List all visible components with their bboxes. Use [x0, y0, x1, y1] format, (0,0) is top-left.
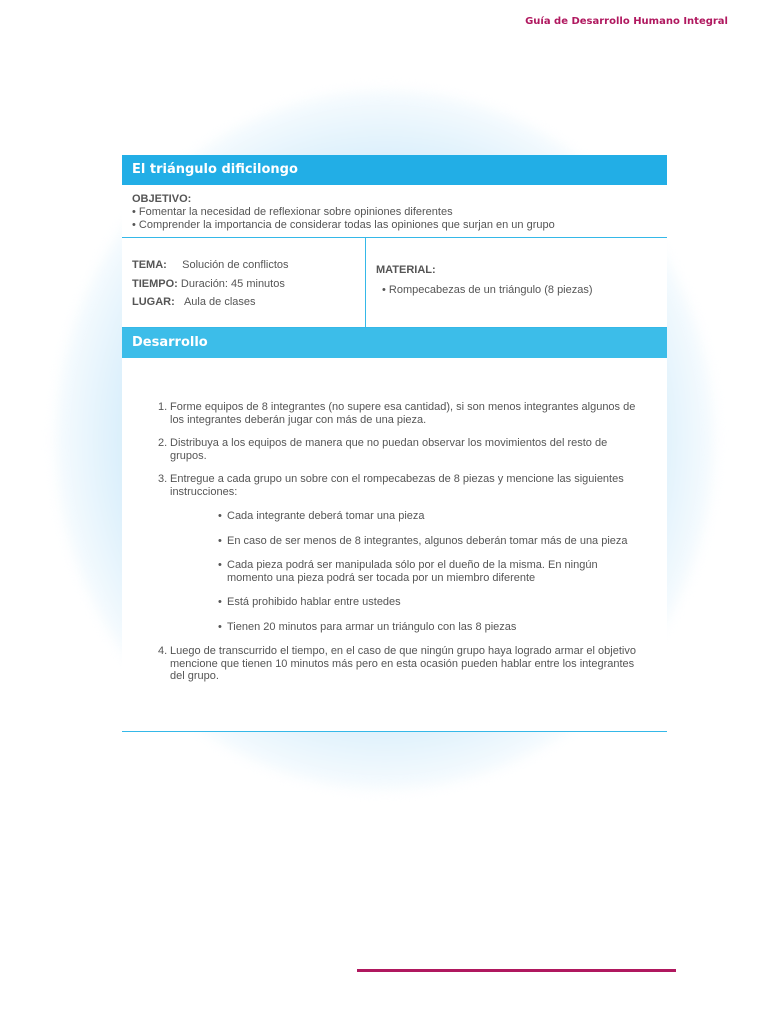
tiempo-line — [132, 275, 355, 294]
desarrollo-heading: Desarrollo — [122, 328, 667, 358]
instruction-item — [158, 596, 637, 609]
instruction-text: Tienen 20 minutos para armar un triángulo con las 8 piezas — [227, 620, 517, 633]
instruction-item — [158, 535, 637, 548]
instruction-item — [158, 510, 637, 523]
objetivo-item: • Fomentar la necesidad de reflexionar sobre opiniones diferentes — [132, 206, 453, 218]
step-item — [158, 473, 637, 498]
tema-label: TEMA: — [132, 259, 167, 271]
step-item — [158, 645, 637, 683]
objetivo-label: OBJETIVO: — [132, 193, 192, 205]
instruction-text: Cada integrante deberá tomar una pieza — [227, 510, 425, 522]
page-header-title: Guía de Desarrollo Humano Integral — [525, 16, 728, 27]
bullet: • — [218, 534, 222, 547]
info-right — [366, 238, 667, 327]
instruction-text: Está prohibido hablar entre ustedes — [227, 596, 401, 608]
instruction-text: En caso de ser menos de 8 integrantes, algunos deberán tomar más de una pieza — [227, 534, 628, 547]
activity-title: El triángulo dificilongo — [122, 155, 667, 185]
info-row — [122, 238, 667, 328]
objetivo-item: • Comprender la importancia de considerar todas las opiniones que surjan en un grupo — [132, 219, 555, 231]
step-item — [158, 437, 637, 462]
instruction-text: Cada pieza podrá ser manipulada sólo por el dueño de la misma. En ningún momento una pieza podrá ser tocada por un miembro diferente — [227, 559, 598, 584]
bullet: • — [218, 620, 222, 633]
step-number: 2. — [158, 437, 168, 449]
step-text: Entregue a cada grupo un sobre con el rompecabezas de 8 piezas y mencione las siguientes instrucciones: — [170, 473, 624, 498]
step-text: Luego de transcurrido el tiempo, en el caso de que ningún grupo haya logrado armar el objetivo mencione que tienen 10 minutos más pero en esta ocasión pueden hablar entre los integrantes del grupo. — [170, 645, 636, 682]
footer-rule — [357, 969, 676, 972]
steps-list — [122, 358, 667, 683]
lugar-label: LUGAR: — [132, 296, 175, 308]
bullet: • — [218, 596, 222, 608]
tiempo-value: Duración: 45 minutos — [180, 277, 285, 290]
info-left — [122, 238, 366, 327]
instruction-item — [158, 621, 637, 634]
step-text: Forme equipos de 8 integrantes (no supere esa cantidad), si son menos integrantes algunos de los integrantes deberán jugar con más de una pieza. — [170, 401, 636, 426]
tiempo-label: TIEMPO: — [132, 277, 178, 290]
step-number: 4. — [158, 645, 168, 657]
bullet: • — [218, 559, 222, 571]
tema-line — [132, 256, 355, 275]
material-label: MATERIAL: — [376, 264, 436, 276]
activity-card — [122, 155, 667, 732]
step-number: 1. — [158, 401, 168, 413]
instruction-item — [158, 559, 637, 584]
step-text: Distribuya a los equipos de manera que no puedan observar los movimientos del resto de grupos. — [170, 437, 608, 462]
objetivo-section — [122, 185, 667, 238]
step-item — [158, 401, 637, 426]
lugar-line — [132, 293, 355, 312]
tema-value: Solución de conflictos — [182, 259, 289, 271]
bullet: • — [218, 510, 222, 522]
lugar-value: Aula de clases — [183, 296, 256, 308]
material-item: • Rompecabezas de un triángulo (8 piezas) — [382, 284, 593, 296]
step-number: 3. — [158, 473, 168, 485]
